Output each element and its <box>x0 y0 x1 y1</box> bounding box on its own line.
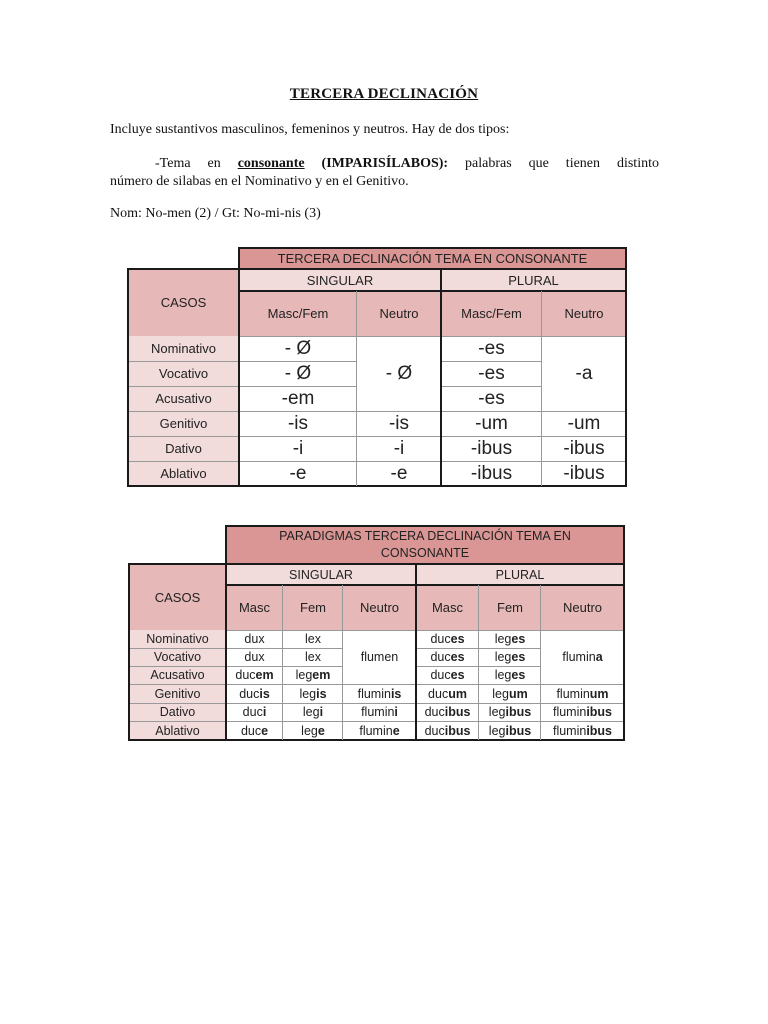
word-ending: um <box>589 686 609 701</box>
ending-sg-mf: -em <box>281 387 315 409</box>
ending-pl-mf: -ibus <box>470 437 513 459</box>
table-rule <box>441 436 542 437</box>
type-prefix: -Tema en <box>155 156 238 171</box>
table-rule <box>441 386 542 387</box>
table-rule <box>357 461 441 462</box>
word-ending: es <box>450 668 465 682</box>
word-ending: ibus <box>505 723 532 738</box>
form-sg-masc <box>226 684 283 703</box>
table-rule <box>441 411 542 412</box>
table-rule <box>239 336 626 337</box>
ending-sg-n: -is <box>388 412 410 434</box>
table-rule <box>128 563 130 740</box>
word-ending: is <box>316 686 327 701</box>
table-rule <box>239 411 357 412</box>
word-stem: flumin <box>552 723 587 738</box>
form-pl-fem <box>479 666 541 684</box>
column-header: Neutro <box>542 291 626 336</box>
type-keyword: consonante <box>237 156 305 171</box>
form-pl-masc <box>416 630 479 648</box>
form-sg-masc <box>226 630 283 648</box>
word-stem: leg <box>494 632 512 646</box>
type-desc-line2: número de silabas en el Nominativo y en el Genitivo. <box>110 174 409 189</box>
ending-sg-mf: - Ø <box>284 337 312 359</box>
form-pl-masc <box>416 684 479 703</box>
word-stem: leg <box>494 668 512 682</box>
form-pl-fem <box>479 684 541 703</box>
table-rule <box>226 630 624 631</box>
ending-sg-n: -e <box>390 462 408 484</box>
table-rule <box>541 291 542 486</box>
word-stem: duc <box>430 668 451 682</box>
ending-pl-n: -ibus <box>563 437 605 459</box>
table-rule <box>540 585 541 740</box>
ending-pl-mf: -es <box>478 362 505 384</box>
form-sg-fem <box>283 721 343 740</box>
form-pl-masc <box>416 721 479 740</box>
word-stem: leg <box>295 668 313 682</box>
form-sg-fem <box>283 666 343 684</box>
form-pl-fem <box>479 703 541 721</box>
form-pl-fem <box>479 630 541 648</box>
word-stem: leg <box>492 686 509 701</box>
word-stem: duc <box>424 723 445 738</box>
form-sg-fem <box>283 648 343 666</box>
table-rule <box>541 721 624 722</box>
word-stem: flumin <box>562 650 596 664</box>
table1-title: TERCERA DECLINACIÓN TEMA EN CONSONANTE <box>239 248 626 269</box>
table-rule <box>238 247 240 486</box>
table-rule <box>343 684 416 685</box>
word-ending: i <box>394 705 398 719</box>
case-label: Dativo <box>129 703 226 721</box>
table-rule <box>441 361 542 362</box>
ending-sg-mf: -i <box>292 437 304 459</box>
case-label: Acusativo <box>129 666 226 684</box>
word-ending: i <box>319 705 324 719</box>
column-header: Neutro <box>357 291 441 336</box>
table-rule <box>239 361 357 362</box>
word-stem: flumin <box>361 705 395 719</box>
table-rule <box>541 703 624 704</box>
example-line: Nom: No-men (2) / Gt: No-mi-nis (3) <box>110 206 321 221</box>
form-pl-n-merged <box>541 630 624 684</box>
ending-pl-n-merged: -a <box>575 362 593 384</box>
word-ending: is <box>390 686 402 701</box>
singular-header: SINGULAR <box>226 564 416 585</box>
word-stem: leg <box>301 723 318 738</box>
word-stem: flumin <box>357 686 391 701</box>
table-rule <box>440 269 442 486</box>
table2-title <box>226 526 624 564</box>
word-ending: e <box>317 723 325 738</box>
form-pl-masc <box>416 703 479 721</box>
type-label: (IMPARISÍLABOS): <box>304 156 449 171</box>
word-stem: dux <box>244 632 265 646</box>
table-rule <box>127 268 627 270</box>
form-sg-n <box>343 703 416 721</box>
word-ending: e <box>261 723 269 738</box>
word-stem: duc <box>430 632 451 646</box>
word-ending: es <box>450 650 465 664</box>
case-label: Ablativo <box>129 721 226 740</box>
table-rule <box>478 585 479 740</box>
word-stem: duc <box>424 705 445 719</box>
form-pl-masc <box>416 666 479 684</box>
word-ending: um <box>508 686 528 701</box>
singular-header: SINGULAR <box>239 269 441 291</box>
ending-sg-n-merged: - Ø <box>385 362 413 384</box>
word-stem: leg <box>488 705 506 719</box>
table-rule <box>343 721 416 722</box>
table-rule <box>225 525 227 740</box>
page-title: TERCERA DECLINACIÓN <box>289 86 479 102</box>
word-stem: flumin <box>552 705 587 719</box>
table-rule <box>357 436 441 437</box>
table-rule <box>239 461 357 462</box>
table-rule <box>625 247 627 486</box>
form-pl-fem <box>479 721 541 740</box>
case-label: Genitivo <box>129 684 226 703</box>
column-header: Fem <box>479 585 541 630</box>
ending-sg-n: -i <box>393 437 405 459</box>
word-stem: duc <box>242 705 263 719</box>
word-ending: e <box>392 723 400 738</box>
table-rule <box>441 461 542 462</box>
form-sg-masc <box>226 648 283 666</box>
table-rule <box>128 436 239 437</box>
ending-pl-mf: -es <box>478 337 505 359</box>
word-ending: es <box>511 650 526 664</box>
form-sg-n <box>343 684 416 703</box>
word-stem: duc <box>240 723 262 738</box>
word-ending: em <box>312 668 331 682</box>
word-ending: ibus <box>444 723 471 738</box>
intro-paragraph: Incluye sustantivos masculinos, femeninos y neutros. Hay de dos tipos: <box>110 122 510 137</box>
table-rule <box>127 485 627 487</box>
table-rule <box>239 436 357 437</box>
word-ending: es <box>511 632 526 646</box>
table-rule <box>127 268 129 486</box>
table-rule <box>282 585 283 740</box>
word-stem: leg <box>494 650 512 664</box>
form-pl-fem <box>479 648 541 666</box>
word-stem: duc <box>235 668 256 682</box>
word-stem: lex <box>305 632 321 646</box>
table-rule <box>129 666 343 667</box>
case-label: Vocativo <box>128 361 239 386</box>
table-rule <box>128 563 625 565</box>
case-label: Genitivo <box>128 411 239 436</box>
table-rule <box>129 703 343 704</box>
ending-pl-mf: -um <box>475 412 508 434</box>
ending-pl-mf: -ibus <box>470 462 513 484</box>
word-ending: ibus <box>444 705 471 719</box>
table-rule <box>415 564 417 740</box>
table2-title-line1: PARADIGMAS TERCERA DECLINACIÓN TEMA EN <box>279 529 571 543</box>
ending-sg-mf: -is <box>287 412 309 434</box>
type-paragraph <box>110 155 659 191</box>
table-rule <box>225 525 625 527</box>
ending-sg-mf: -e <box>289 462 307 484</box>
table-rule <box>128 411 239 412</box>
word-stem: flumin <box>556 686 590 701</box>
form-sg-masc <box>226 666 283 684</box>
form-sg-masc <box>226 703 283 721</box>
word-stem: lex <box>305 650 321 664</box>
table-rule <box>343 703 416 704</box>
form-sg-fem <box>283 703 343 721</box>
form-sg-n-merged: flumen <box>360 650 399 664</box>
word-stem: duc <box>239 686 260 701</box>
form-pl-n <box>541 703 624 721</box>
table-rule <box>239 290 626 292</box>
table-rule <box>238 247 627 249</box>
form-pl-n <box>541 721 624 740</box>
table-rule <box>128 461 239 462</box>
case-label: Nominativo <box>128 336 239 361</box>
column-header: Masc <box>226 585 283 630</box>
ending-sg-mf: - Ø <box>284 362 312 384</box>
table-rule <box>128 386 239 387</box>
ending-pl-n: -um <box>567 412 601 434</box>
type-desc-line1: palabras que tienen distinto <box>448 156 659 171</box>
ending-pl-mf: -es <box>478 387 505 409</box>
word-ending: ibus <box>586 705 613 719</box>
column-header: Neutro <box>541 585 624 630</box>
word-stem: dux <box>244 650 265 664</box>
form-pl-n <box>541 684 624 703</box>
form-pl-masc <box>416 648 479 666</box>
word-ending: ibus <box>505 705 532 719</box>
table-rule <box>623 525 625 740</box>
case-label: Acusativo <box>128 386 239 411</box>
column-header: Neutro <box>343 585 416 630</box>
word-ending: um <box>448 686 467 701</box>
case-label: Dativo <box>128 436 239 461</box>
column-header: Masc <box>416 585 479 630</box>
plural-header: PLURAL <box>416 564 624 585</box>
table-rule <box>226 584 624 586</box>
table-rule <box>542 436 626 437</box>
word-stem: flumin <box>359 723 393 738</box>
word-stem: leg <box>299 686 317 701</box>
table2-title-line2: CONSONANTE <box>380 546 470 560</box>
table-rule <box>129 684 343 685</box>
table-rule <box>129 721 343 722</box>
form-sg-masc <box>226 721 283 740</box>
table-rule <box>239 386 357 387</box>
plural-header: PLURAL <box>441 269 626 291</box>
form-sg-fem <box>283 684 343 703</box>
table-rule <box>542 461 626 462</box>
word-ending: es <box>511 668 526 682</box>
casos-header: CASOS <box>128 269 239 336</box>
type-first-line <box>110 155 659 173</box>
word-ending: ibus <box>586 723 613 738</box>
word-ending: i <box>262 705 267 719</box>
table-rule <box>342 585 343 740</box>
word-ending: es <box>450 632 465 646</box>
word-stem: leg <box>302 705 320 719</box>
form-sg-fem <box>283 630 343 648</box>
table-rule <box>128 361 239 362</box>
case-label: Vocativo <box>129 648 226 666</box>
table-rule <box>541 684 624 685</box>
column-header: Fem <box>283 585 343 630</box>
table-rule <box>128 739 625 741</box>
column-header: Masc/Fem <box>239 291 357 336</box>
table-rule <box>357 411 441 412</box>
word-ending: is <box>259 686 270 701</box>
case-label: Nominativo <box>129 630 226 648</box>
word-ending: em <box>255 668 274 682</box>
table-rule <box>542 411 626 412</box>
word-stem: duc <box>428 686 449 701</box>
casos-header: CASOS <box>129 564 226 630</box>
table-rule <box>129 648 343 649</box>
form-sg-n <box>343 721 416 740</box>
column-header: Masc/Fem <box>441 291 542 336</box>
ending-pl-n: -ibus <box>563 462 605 484</box>
table-rule <box>356 291 357 486</box>
word-ending: a <box>595 650 603 664</box>
word-stem: leg <box>488 723 506 738</box>
case-label: Ablativo <box>128 461 239 486</box>
word-stem: duc <box>430 650 451 664</box>
